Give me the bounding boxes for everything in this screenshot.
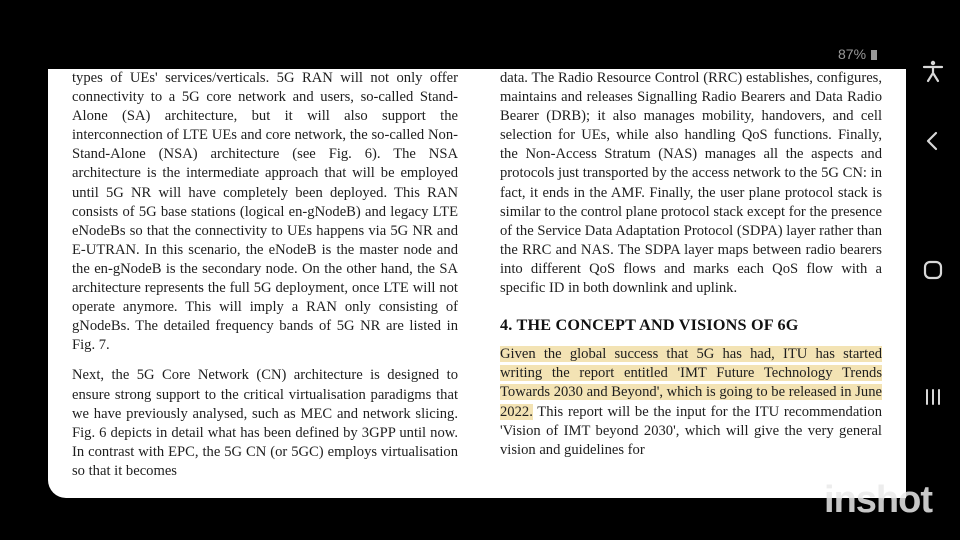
highlighted-text[interactable]: Given the global success that 5G has had, ITU has started writing the report entitled 'IMT Future Technology Trends Towards 2030 and Beyond', which is going to be released in June 2022. — [500, 346, 882, 420]
paragraph: data. The Radio Resource Control (RRC) establishes, configures, maintains and releases Signalling Radio Bearers and Data Radio Bearer (DRB); it also manages mobility, handovers, and cell selection for UEs, while also handling QoS functions. Finally, the Non-Access Stratum (NAS) manages all the aspects and protocols just transported by the access network to the 5G CN: in fact, it ends in the AMF. Finally, the user plane protocol stack is similar to the control plane protocol stack except for the presence of the Service Data Adaptation Protocol (SDPA) layer rather than the RRC and NAS. The SDPA layer maps between radio bearers into different QoS flows and marks each QoS flow with a specific ID in both downlink and uplink. — [500, 70, 882, 297]
recents-icon[interactable] — [914, 378, 952, 416]
paragraph: types of UEs' services/verticals. 5G RAN will not only offer connectivity to a 5G core network and users, so-called Stand-Alone (SA) architecture, but it will also support the interconnection of LTE UEs and core network, the so-called Non-Stand-Alone (NSA) architecture (see Fig. 6). The NSA architecture is the intermediate approach that will be employed until 5G NR will have completely been deployed. This RAN consists of 5G base stations (logical en-gNodeB) and legacy LTE eNodeBs so that the connectivity to UEs happens via 5G NR and E-UTRAN. In this scenario, the eNodeB is the master node and the en-gNodeB is the secondary node. On the other hand, the SA architecture represents the full 5G deployment, once LTE will not operate anymore. This will imply a RAN only consisting of gNodeBs. The detailed frequency bands of 5G NR are listed in Fig. 7. — [72, 70, 458, 354]
paragraph: Next, the 5G Core Network (CN) architecture is designed to ensure strong support to the critical virtualisation paradigms that we have previously analysed, such as MEC and network slicing. Fig. 6 depicts in detail what has been defined by 3GPP until now. In contrast with EPC, the 5G CN (or 5GC) employs virtualisation so that it becomes — [72, 367, 458, 479]
section-heading: 4. THE CONCEPT AND VISIONS OF 6G — [500, 316, 799, 335]
paragraph-continuation: This report will be the input for the ITU recommendation 'Vision of IMT beyond 2030', which will give the very general vision and guidelines for — [500, 403, 882, 458]
battery-icon — [871, 50, 877, 60]
document-page[interactable] — [48, 69, 906, 498]
home-icon[interactable] — [914, 251, 952, 289]
left-column — [72, 69, 458, 481]
inshot-watermark: inshot — [824, 479, 932, 521]
battery-level: 87% — [838, 46, 867, 62]
accessibility-icon[interactable] — [914, 52, 952, 90]
paragraph — [500, 345, 882, 460]
side-navigation-bar — [906, 0, 960, 540]
right-column — [500, 69, 882, 460]
back-icon[interactable] — [914, 122, 952, 160]
battery-indicator — [838, 46, 877, 62]
